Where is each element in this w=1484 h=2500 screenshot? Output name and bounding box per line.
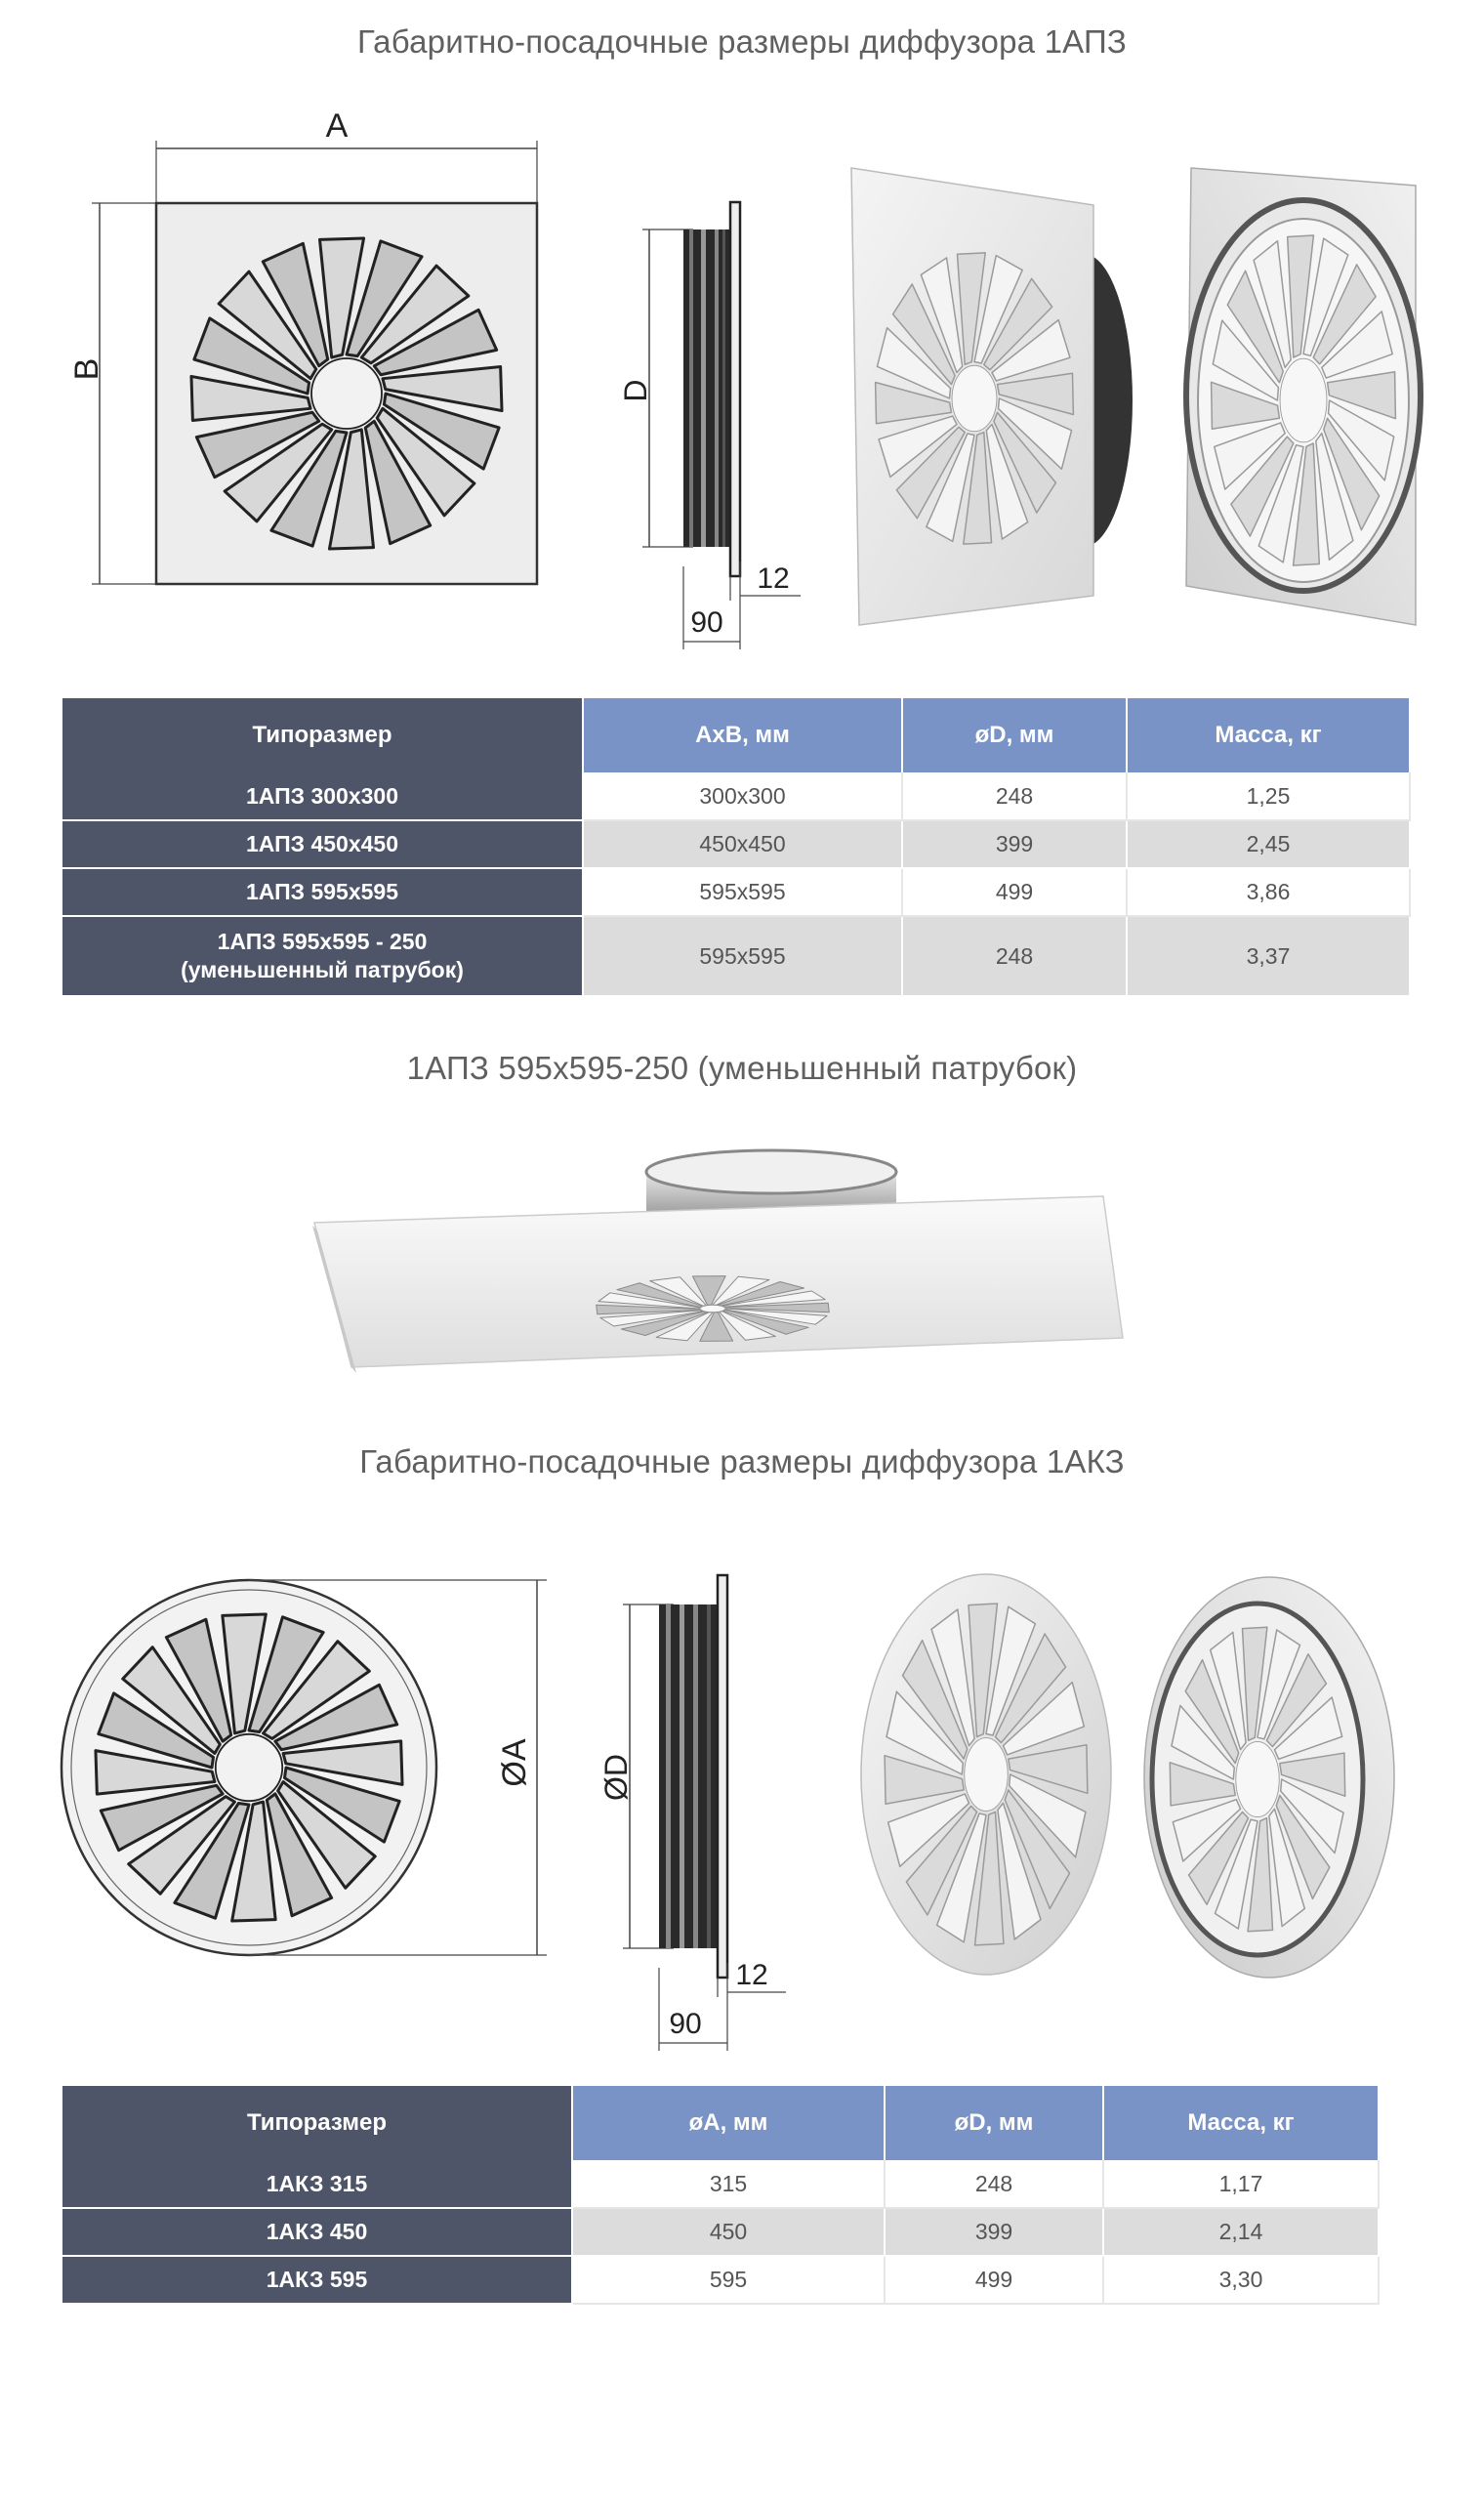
apz-spec-table — [62, 698, 1411, 997]
round-diffuser-front-drawing — [59, 1562, 605, 1982]
cell-d: 499 — [885, 2256, 1103, 2304]
cell-mass: 1,25 — [1127, 772, 1410, 820]
cell-a: 315 — [572, 2160, 885, 2208]
blades-group — [1170, 1627, 1344, 1932]
cell-a: 595 — [572, 2256, 885, 2304]
cell-size: 1АПЗ 450х450 — [62, 820, 583, 868]
cell-size: 1АКЗ 450 — [62, 2208, 572, 2256]
table-row — [62, 2160, 1379, 2208]
cell-d: 399 — [902, 820, 1127, 868]
cell-d: 248 — [885, 2160, 1103, 2208]
round-diffuser-render-back — [1133, 1572, 1396, 1982]
header-axb: АхВ, мм — [583, 698, 902, 772]
cell-size: 1АКЗ 595 — [62, 2256, 572, 2304]
table-header-row — [62, 2086, 1379, 2160]
header-size: Типоразмер — [62, 698, 583, 772]
section-3-title: Габаритно-посадочные размеры диффузора 1АКЗ — [359, 1443, 1125, 1479]
cell-a: 450 — [572, 2208, 885, 2256]
diffuser-hub — [311, 358, 382, 429]
header-d: øD, мм — [885, 2086, 1103, 2160]
dim-b-label: B — [68, 357, 105, 381]
table-header-row — [62, 698, 1410, 772]
header-mass: Масса, кг — [1103, 2086, 1379, 2160]
blades-group — [96, 1614, 402, 1921]
cell-axb: 595х595 — [583, 916, 902, 996]
cell-mass: 1,17 — [1103, 2160, 1379, 2208]
cell-size: 1АПЗ 595х595 — [62, 868, 583, 916]
blades-group — [191, 238, 502, 549]
cell-size — [62, 916, 583, 996]
cell-mass: 3,30 — [1103, 2256, 1379, 2304]
round-diffuser-side-drawing — [586, 1558, 801, 2056]
cell-mass: 3,37 — [1127, 916, 1410, 996]
square-diffuser-side-drawing — [605, 190, 820, 649]
blades-group — [876, 253, 1074, 544]
dim-d-label: ØD — [598, 1754, 634, 1801]
blades-group — [885, 1604, 1088, 1945]
dim-flange-label: 12 — [735, 1959, 768, 1991]
diffuser-hub — [965, 1738, 1008, 1812]
diffuser-hub — [700, 1305, 724, 1312]
cell-d: 399 — [885, 2208, 1103, 2256]
dim-depth-label: 90 — [690, 606, 723, 639]
blades-group — [1212, 235, 1396, 565]
cell-mass: 2,45 — [1127, 820, 1410, 868]
table-row — [62, 916, 1410, 996]
header-d: øD, мм — [902, 698, 1127, 772]
akz-spec-table — [62, 2086, 1380, 2305]
cell-axb: 450х450 — [583, 820, 902, 868]
header-a: øА, мм — [572, 2086, 885, 2160]
diffuser-hub — [952, 365, 997, 432]
square-diffuser-render-front — [849, 166, 1162, 635]
cell-size-line1: 1АПЗ 595х595 - 250 — [217, 929, 428, 954]
round-diffuser-render-front — [849, 1567, 1123, 1987]
diffuser-hub — [216, 1734, 282, 1801]
header-mass: Масса, кг — [1127, 698, 1410, 772]
cell-d: 248 — [902, 916, 1127, 996]
section-1-title: Габаритно-посадочные размеры диффузора 1АПЗ — [356, 23, 1128, 60]
table-row — [62, 2256, 1379, 2304]
table-row — [62, 2208, 1379, 2256]
square-diffuser-front-drawing — [59, 98, 566, 605]
dim-a-label: A — [325, 107, 349, 145]
table-row — [62, 868, 1410, 916]
header-size: Типоразмер — [62, 2086, 572, 2160]
dim-a-label: ØA — [496, 1738, 533, 1787]
cell-size-line2: (уменьшенный патрубок) — [181, 957, 464, 982]
cell-size: 1АКЗ 315 — [62, 2160, 572, 2208]
table-row — [62, 772, 1410, 820]
blades-group — [597, 1276, 830, 1342]
diffuser-hub — [1236, 1741, 1279, 1816]
cell-axb: 300х300 — [583, 772, 902, 820]
reduced-nozzle-render — [312, 1143, 1123, 1377]
dim-flange-label: 12 — [757, 562, 790, 595]
table-row — [62, 820, 1410, 868]
section-2-title: 1АПЗ 595х595-250 (уменьшенный патрубок) — [406, 1050, 1078, 1086]
cell-mass: 3,86 — [1127, 868, 1410, 916]
cell-axb: 595х595 — [583, 868, 902, 916]
diffuser-hub — [1280, 358, 1327, 442]
cell-size: 1АПЗ 300х300 — [62, 772, 583, 820]
square-diffuser-render-back — [1172, 166, 1435, 635]
cell-d: 499 — [902, 868, 1127, 916]
dim-depth-label: 90 — [669, 2008, 702, 2040]
cell-d: 248 — [902, 772, 1127, 820]
cell-mass: 2,14 — [1103, 2208, 1379, 2256]
dim-d-label: D — [618, 379, 653, 402]
